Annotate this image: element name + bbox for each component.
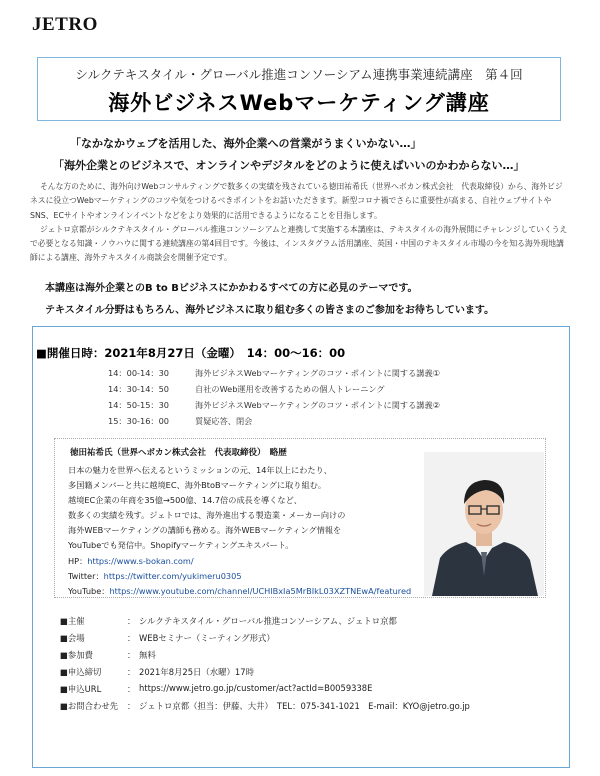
intro-paragraph-2: ジェトロ京都がシルクテキスタイル・グローバル推進コンソーシアムと連携して実施する本講座は、テキスタイルの海外展開にチャレンジしていくうえで必要となる知識・ノウハウに関する連続講座の第4回目です。今後は、インスタグラム活用講座、英国・中国のテキスタイル市場の今を知る海外現地講師による講座、海外テキスタイル商談会を開催予定です。 bbox=[30, 224, 568, 263]
detail-colon: ： bbox=[127, 684, 136, 694]
profile-line: 海外WEBマーケティングの講師も務める。海外WEBマーケティング情報を bbox=[68, 525, 342, 535]
schedule-row bbox=[108, 384, 385, 395]
detail-value: WEBセミナー（ミーティング形式） bbox=[139, 633, 275, 643]
intro-text bbox=[30, 180, 570, 266]
title-box bbox=[37, 57, 561, 121]
contact-info: ジェトロ京都（担当：伊藤、大井） TEL：075-341-1021 E-mail：KYO@jetro.go.jp bbox=[139, 701, 470, 711]
detail-colon: ： bbox=[127, 650, 136, 660]
detail-value: シルクテキスタイル・グローバル推進コンソーシアム、ジェトロ京都 bbox=[139, 616, 397, 626]
schedule-time: 15：30-16：00 bbox=[108, 416, 170, 426]
speaker-photo bbox=[424, 452, 544, 596]
detail-colon: ： bbox=[127, 667, 136, 677]
registration-url[interactable]: https://www.jetro.go.jp/customer/act?actId=B0059338E bbox=[139, 683, 373, 693]
hp-label: HP： bbox=[68, 556, 88, 566]
detail-value: 無料 bbox=[139, 650, 156, 660]
profile-line: YouTubeでも発信中。Shopifyマーケティングエキスパート。 bbox=[68, 540, 294, 550]
quote-2: 「海外企業とのビジネスで、オンラインやデジタルをどのように使えばいいのかわからない…」 bbox=[53, 159, 525, 172]
intro-paragraph-1: そんな方のために、海外向けWebコンサルティングで数多くの実績を残されている徳田祐希氏（世界へボカン株式会社 代表取締役）から、海外ビジネスに役立つWebマーケティングのコツや気をつけるべきポイントをお話いただきます。新型コロナ禍でさらに重要性が高まる、自社ウェブサイトやSNS、ECサイトやオンラインイベントなどをより効果的に活用できるようになることを目指します。 bbox=[30, 182, 563, 220]
hp-link[interactable]: https://www.s-bokan.com/ bbox=[87, 556, 194, 566]
schedule-item: 質疑応答、閉会 bbox=[195, 416, 253, 426]
page-title: 海外ビジネスWebマーケティング講座 bbox=[108, 91, 490, 115]
detail-label: ■申込締切 bbox=[60, 667, 102, 677]
detail-label: ■申込URL bbox=[60, 684, 102, 694]
detail-colon: ： bbox=[127, 633, 136, 643]
profile-line: 日本の魅力を世界へ伝えるというミッションの元、14年以上にわたり、 bbox=[68, 465, 332, 475]
detail-colon: ： bbox=[127, 616, 136, 626]
schedule-row bbox=[108, 368, 440, 379]
youtube-label: YouTube： bbox=[68, 586, 110, 596]
profile-line: 数多くの実績を残す。ジェトロでは、海外進出する製造業・メーカー向けの bbox=[68, 510, 346, 520]
twitter-link[interactable]: https://twitter.com/yukimeru0305 bbox=[103, 571, 242, 581]
detail-label: ■会場 bbox=[60, 633, 85, 643]
detail-colon: ： bbox=[127, 701, 136, 711]
detail-value: 2021年8月25日（水曜）17時 bbox=[139, 667, 254, 677]
profile-link-row-twitter bbox=[68, 571, 242, 582]
schedule-item: 海外ビジネスWebマーケティングのコツ・ポイントに関する講義② bbox=[195, 400, 441, 410]
emphasis-line-2: テキスタイル分野はもちろん、海外ビジネスに取り組む多くの皆さまのご参加をお待ちしています。 bbox=[45, 305, 495, 316]
twitter-label: Twitter： bbox=[68, 571, 104, 581]
profile-line: 越境EC企業の年商を35億→500億、14.7倍の成長を導くなど、 bbox=[68, 495, 302, 505]
detail-label: ■お問合わせ先 bbox=[60, 701, 119, 711]
schedule-time: 14：00-14：30 bbox=[108, 368, 170, 378]
jetro-logo: JETRO bbox=[32, 14, 98, 35]
schedule-item: 海外ビジネスWebマーケティングのコツ・ポイントに関する講義① bbox=[195, 368, 441, 378]
series-subtitle: シルクテキスタイル・グローバル推進コンソーシアム連携事業連続講座 第４回 bbox=[75, 67, 523, 82]
profile-link-row-youtube bbox=[68, 586, 411, 597]
schedule-time: 14：30-14：50 bbox=[108, 384, 170, 394]
schedule-time: 14：50-15：30 bbox=[108, 400, 170, 410]
schedule-row bbox=[108, 416, 252, 427]
emphasis-line-1: 本講座は海外企業とのB to Bビジネスにかかわるすべての方に必見のテーマです。 bbox=[45, 283, 418, 294]
quote-1: 「なかなかウェブを活用した、海外企業への営業がうまくいかない…」 bbox=[70, 137, 422, 150]
schedule-item: 自社のWeb運用を改善するための個人トレーニング bbox=[195, 384, 385, 394]
youtube-link[interactable]: https://www.youtube.com/channel/UCHlBxIa5MrBIkL03XZTNEwA/featured bbox=[109, 586, 412, 596]
schedule-row bbox=[108, 400, 440, 411]
detail-label: ■主催 bbox=[60, 616, 85, 626]
detail-label: ■参加費 bbox=[60, 650, 94, 660]
profile-link-row-hp bbox=[68, 556, 194, 567]
speaker-profile-heading: 徳田祐希氏（世界へボカン株式会社 代表取締役） 略歴 bbox=[70, 448, 287, 458]
event-date: ■開催日時：2021年8月27日（金曜） 14：00～16：00 bbox=[36, 346, 346, 360]
profile-line: 多国籍メンバーと共に越境EC、海外BtoBマーケティングに取り組む。 bbox=[68, 480, 327, 490]
